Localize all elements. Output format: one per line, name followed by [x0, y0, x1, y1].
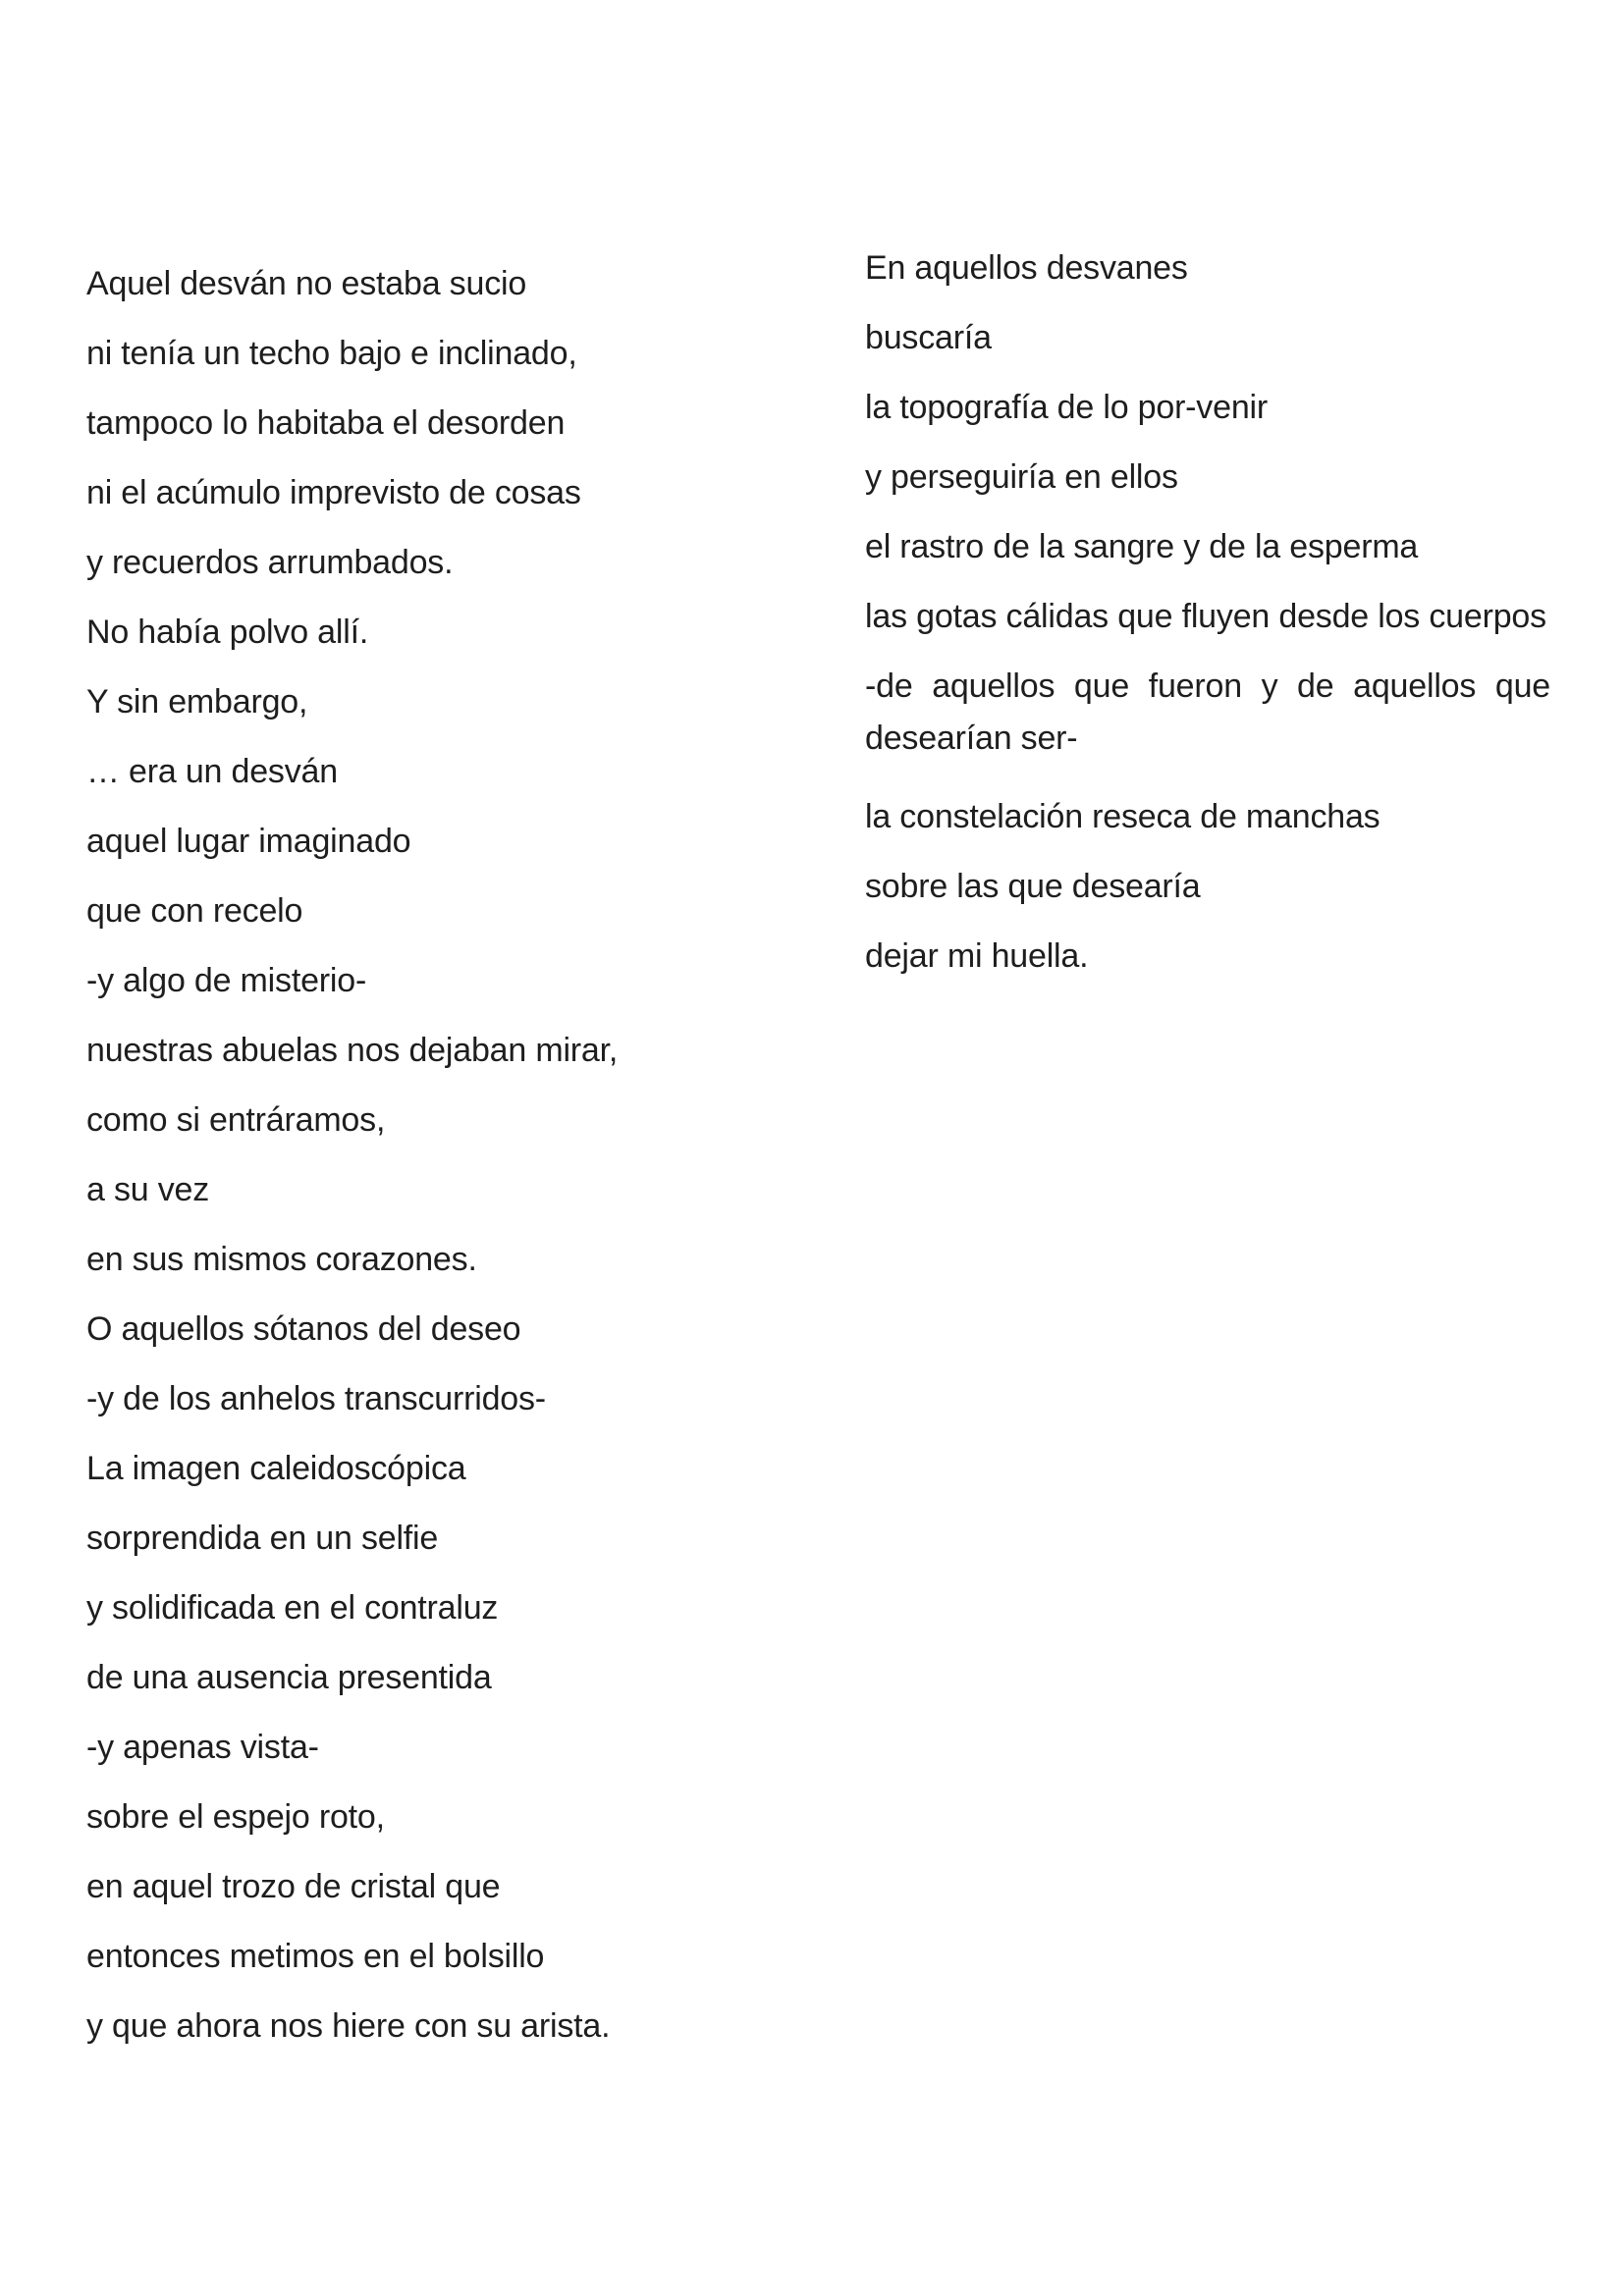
poem-line: -y algo de misterio- [86, 962, 367, 999]
poem-line: y perseguiría en ellos [865, 458, 1178, 496]
poem-line: No había polvo allí. [86, 614, 369, 651]
poem-line: y solidificada en el contraluz [86, 1589, 499, 1627]
poem-line: la topografía de lo por-venir [865, 389, 1269, 426]
poem-line: a su vez [86, 1171, 210, 1208]
poem-line: En aquellos desvanes [865, 249, 1188, 287]
poem-line: dejar mi huella. [865, 937, 1089, 975]
poem-line: Y sin embargo, [86, 683, 308, 721]
poem-line: en aquel trozo de cristal que [86, 1868, 501, 1905]
poem-line: O aquellos sótanos del deseo [86, 1310, 521, 1348]
poem-line: entonces metimos en el bolsillo [86, 1938, 545, 1975]
poem-line: de una ausencia presentida [86, 1659, 492, 1696]
poem-line: las gotas cálidas que fluyen desde los cuerpos [865, 598, 1546, 635]
poem-line: sobre el espejo roto, [86, 1798, 385, 1836]
poem-line: buscaría [865, 319, 992, 356]
poem-line: como si entráramos, [86, 1101, 386, 1139]
poem-line: la constelación reseca de manchas [865, 798, 1380, 835]
poem-line: sobre las que desearía [865, 868, 1201, 905]
poem-line: -y apenas vista- [86, 1729, 319, 1766]
poem-line: … era un desván [86, 753, 338, 790]
poem-line: tampoco lo habitaba el desorden [86, 404, 566, 442]
poem-left-column [86, 249, 774, 2061]
poem-line: y recuerdos arrumbados. [86, 544, 454, 581]
poem-line: -de aquellos que fueron y de aquellos que desearían ser- [865, 667, 1550, 757]
poem-right-column [865, 234, 1550, 991]
poem-line: nuestras abuelas nos dejaban mirar, [86, 1032, 619, 1069]
poem-line: ni tenía un techo bajo e inclinado, [86, 335, 577, 372]
poem-line: en sus mismos corazones. [86, 1241, 477, 1278]
poem-line: La imagen caleidoscópica [86, 1450, 466, 1487]
poem-line: que con recelo [86, 892, 303, 930]
poem-line: y que ahora nos hiere con su arista. [86, 2007, 611, 2045]
poem-line: el rastro de la sangre y de la esperma [865, 528, 1419, 565]
poem-line: sorprendida en un selfie [86, 1520, 439, 1557]
poem-line: Aquel desván no estaba sucio [86, 265, 527, 302]
poem-line: ni el acúmulo imprevisto de cosas [86, 474, 581, 511]
poem-line: aquel lugar imaginado [86, 823, 411, 860]
poem-line: -y de los anhelos transcurridos- [86, 1380, 546, 1417]
